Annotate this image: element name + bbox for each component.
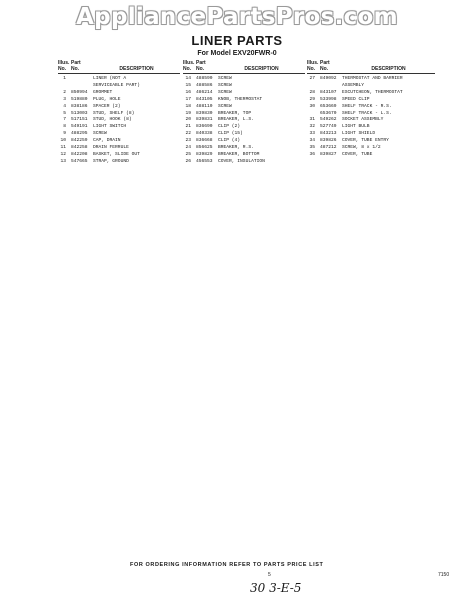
- part-number: 487212: [320, 145, 337, 151]
- part-number: 843107: [320, 89, 337, 95]
- illus-no: 11: [60, 145, 66, 151]
- illus-header: Illus.: [307, 60, 319, 66]
- part-description: BREAKER, TOP: [218, 110, 252, 116]
- part-description: LINER (NOT A: [93, 76, 127, 81]
- parts-list: [183, 76, 305, 166]
- part-description: COVER, INSULATION: [218, 158, 265, 164]
- illus-no: 17: [185, 96, 191, 102]
- parts-row: [58, 83, 180, 90]
- parts-column-3: [307, 60, 435, 159]
- page-title: LINER PARTS: [191, 33, 283, 48]
- part-description: SCREW, 8 x 1/2: [342, 145, 381, 151]
- parts-row: [307, 104, 435, 111]
- illus-no: 22: [185, 131, 191, 137]
- part-number: 839830: [196, 110, 213, 116]
- part-description: STUD, HOOK (8): [93, 117, 132, 123]
- column-header-line2: [307, 66, 435, 72]
- part-no-header: No.: [71, 66, 80, 72]
- part-description: STUD, SHELF (8): [93, 110, 135, 116]
- parts-row: [58, 152, 180, 159]
- document-number: 7150: [438, 572, 450, 578]
- illus-no: 1: [63, 76, 66, 81]
- parts-row: [183, 76, 305, 83]
- illus-no: [307, 83, 315, 90]
- illus-no: 15: [185, 82, 191, 88]
- part-description: BREAKER, R.S.: [218, 145, 254, 151]
- parts-list: [307, 76, 435, 159]
- part-number: 549262: [320, 117, 337, 123]
- part-number: 856625: [196, 145, 213, 151]
- part-description: SOCKET ASSEMBLY: [342, 117, 384, 123]
- part-description: COVER, TUBE: [342, 151, 373, 157]
- parts-row: [58, 97, 180, 104]
- illus-no: 24: [185, 145, 191, 151]
- illus-no: 30: [309, 103, 315, 109]
- illus-no: [58, 83, 66, 90]
- part-number: 842259: [71, 138, 88, 144]
- part-number: 653670: [320, 110, 337, 116]
- part-description: GROMMET: [93, 89, 113, 95]
- part-description: SCREW: [218, 103, 232, 109]
- part-number: 533998: [320, 96, 337, 102]
- part-number: 517151: [71, 117, 88, 123]
- parts-row: [183, 145, 305, 152]
- illus-no: 26: [185, 158, 191, 164]
- parts-row: [58, 159, 180, 166]
- illus-no: 19: [185, 110, 191, 116]
- parts-row: [183, 152, 305, 159]
- part-description: ASSEMBLY: [342, 82, 365, 88]
- ordering-info-footer: FOR ORDERING INFORMATION REFER TO PARTS PRICE LIST: [130, 562, 324, 568]
- parts-row: [58, 104, 180, 111]
- part-number: 653669: [320, 103, 337, 109]
- part-description: COVER, TUBE ENTRY: [342, 138, 389, 144]
- part-description: SERVICEABLE PART): [93, 82, 140, 88]
- part-description: LIGHT BULB: [342, 124, 370, 130]
- part-description: SCREW: [218, 82, 232, 88]
- illus-no: 20: [185, 117, 191, 123]
- illus-no: 5: [63, 110, 66, 116]
- parts-row: [307, 152, 435, 159]
- part-description: SHELF TRACK - L.S.: [342, 110, 392, 116]
- parts-row: [307, 145, 435, 152]
- illus-no: 35: [309, 145, 315, 151]
- part-description: ESCUTCHEON, THERMOSTAT: [342, 89, 403, 95]
- part-description: SHELF TRACK - R.S.: [342, 103, 392, 109]
- illus-no: 12: [60, 151, 66, 157]
- page-number: 5: [268, 572, 271, 578]
- part-number: 547665: [71, 158, 88, 164]
- part-description: BREAKER, L.S.: [218, 117, 254, 123]
- part-description: CAP, DRAIN: [93, 138, 121, 144]
- illus-no: 29: [309, 96, 315, 102]
- part-number: 488110: [196, 103, 213, 109]
- header-rule: [307, 73, 435, 74]
- parts-row: [183, 104, 305, 111]
- illus-no: 8: [63, 124, 66, 130]
- illus-no: 23: [185, 138, 191, 144]
- illus-no: 2: [63, 89, 66, 95]
- illus-header: Illus.: [183, 60, 195, 66]
- part-description: LIGHT SWITCH: [93, 124, 127, 130]
- part-number: 838186: [71, 103, 88, 109]
- part-no-header: No.: [196, 66, 205, 72]
- part-description: BREAKER, BOTTOM: [218, 151, 260, 157]
- illus-no: 36: [309, 151, 315, 157]
- illus-no: 13: [60, 158, 66, 164]
- part-number: 527749: [320, 124, 337, 130]
- illus-no: 16: [185, 89, 191, 95]
- parts-row: [58, 90, 180, 97]
- part-number: 850994: [71, 89, 88, 95]
- part-description: LIGHT SHIELD: [342, 131, 376, 137]
- illus-no: 4: [63, 103, 66, 109]
- part-description: SCREW: [218, 76, 232, 81]
- part-number: [71, 83, 90, 90]
- illus-no: 18: [185, 103, 191, 109]
- parts-column-2: [183, 60, 305, 166]
- part-header: Part: [71, 60, 81, 66]
- part-number: 486214: [196, 89, 213, 95]
- parts-column-1: [58, 60, 180, 166]
- parts-row: [58, 145, 180, 152]
- part-description: CLIP (15): [218, 131, 243, 137]
- part-description: DRAIN FERRULE: [93, 145, 129, 151]
- illus-no: 31: [309, 117, 315, 123]
- part-number: 488586: [196, 82, 213, 88]
- part-number: 843105: [196, 96, 213, 102]
- part-number: 839826: [320, 138, 337, 144]
- parts-list: [58, 76, 180, 166]
- part-header: Part: [320, 60, 330, 66]
- parts-row: [58, 76, 180, 83]
- part-number: 456553: [196, 158, 213, 164]
- parts-row: [307, 76, 435, 83]
- no-header: No.: [58, 66, 67, 72]
- illus-no: 7: [63, 117, 66, 123]
- parts-row: [307, 97, 435, 104]
- illus-no: 21: [185, 124, 191, 130]
- part-no-header: No.: [320, 66, 329, 72]
- part-description: CLIP (4): [218, 138, 241, 144]
- illus-no: 34: [309, 138, 315, 144]
- illus-no: 27: [309, 76, 315, 81]
- part-number: 842258: [71, 145, 88, 151]
- part-number: 843213: [320, 131, 337, 137]
- watermark: AppliancePartsPros.com: [76, 4, 398, 30]
- illus-no: 14: [185, 76, 191, 81]
- handwritten-note: 30 3-E-5: [250, 581, 302, 595]
- part-number: 849092: [320, 76, 337, 81]
- illus-no: 25: [185, 151, 191, 157]
- part-description: KNOB, THERMOSTAT: [218, 96, 263, 102]
- description-header: DESCRIPTION: [244, 66, 279, 72]
- illus-no: 33: [309, 131, 315, 137]
- header-rule: [58, 73, 180, 74]
- part-number: 839831: [196, 117, 213, 123]
- part-number: 488295: [71, 131, 88, 137]
- part-description: BASKET, SLIDE OUT: [93, 151, 140, 157]
- description-header: DESCRIPTION: [119, 66, 154, 72]
- part-header: Part: [196, 60, 206, 66]
- part-number: [320, 83, 339, 90]
- part-number: 513003: [71, 110, 88, 116]
- parts-row: [183, 97, 305, 104]
- illus-no: 28: [309, 89, 315, 95]
- parts-row: [183, 90, 305, 97]
- illus-no: 3: [63, 96, 66, 102]
- part-description: SPEED CLIP: [342, 96, 370, 102]
- column-header-line2: [183, 66, 305, 72]
- part-description: CLIP (2): [218, 124, 241, 130]
- part-number: [71, 76, 90, 83]
- part-number: 836668: [196, 138, 213, 144]
- part-number: 842208: [71, 151, 88, 157]
- model-subtitle: For Model EXV20FWR-0: [197, 50, 277, 57]
- part-number: 839827: [320, 151, 337, 157]
- illus-no: 32: [309, 124, 315, 130]
- part-description: PLUG, HOLE: [93, 96, 121, 102]
- part-number: 839829: [196, 151, 213, 157]
- parts-row: [183, 159, 305, 166]
- no-header: No.: [307, 66, 316, 72]
- header-rule: [183, 73, 305, 74]
- part-description: SCREW: [93, 131, 107, 137]
- illus-no: 10: [60, 138, 66, 144]
- parts-row: [183, 83, 305, 90]
- part-description: THERMOSTAT AND BARRIER: [342, 76, 403, 81]
- part-number: 840338: [196, 131, 213, 137]
- column-header-line2: [58, 66, 180, 72]
- part-description: STRAP, GROUND: [93, 158, 129, 164]
- parts-row: [307, 83, 435, 90]
- part-number: 519880: [71, 96, 88, 102]
- part-number: 549191: [71, 124, 88, 130]
- part-description: SPACER (2): [93, 103, 121, 109]
- part-number: 488590: [196, 76, 213, 81]
- illus-no: 9: [63, 131, 66, 137]
- description-header: DESCRIPTION: [371, 66, 406, 72]
- part-number: 836690: [196, 124, 213, 130]
- no-header: No.: [183, 66, 192, 72]
- parts-row: [307, 90, 435, 97]
- part-description: SCREW: [218, 89, 232, 95]
- illus-header: Illus.: [58, 60, 70, 66]
